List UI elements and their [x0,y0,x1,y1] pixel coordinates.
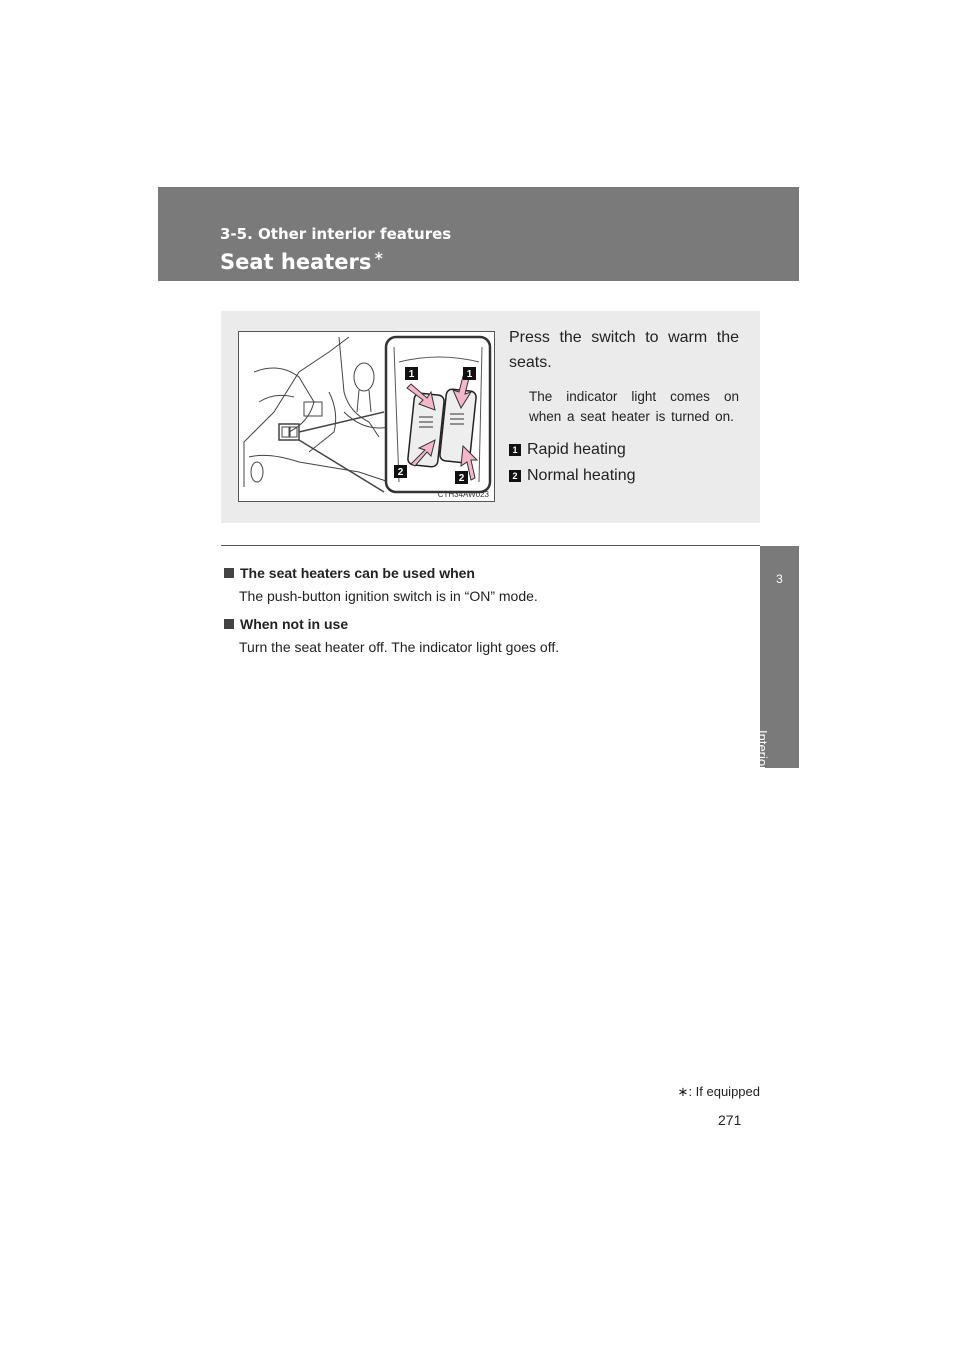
page-title [220,250,384,274]
console-drawing [239,332,494,501]
instruction-panel [221,311,760,523]
callout-line [299,440,384,492]
legend-marker: 1 [509,444,521,456]
legend-marker: 2 [509,470,521,482]
section-header [158,187,799,281]
panel-text [509,325,739,489]
console-outline [244,337,349,487]
section-divider [221,545,760,546]
legend [509,437,739,489]
callout-label: 2 [397,467,404,478]
page-title-text: Seat heaters [220,250,372,274]
seat-heater-switch-illustration [238,331,495,502]
chapter-number: 3 [776,572,783,586]
section-label: 3-5. Other interior features [220,225,452,243]
chapter-label: Interior features [755,730,770,822]
shift-knob [354,363,374,391]
shift-lever [357,390,371,412]
trim-line [259,395,294,402]
note-body: The push-button ignition switch is in “ON” mode. [239,588,538,604]
shifter-boot-line [339,337,379,437]
note-heading-text: The seat heaters can be used when [240,565,475,581]
callout-label: 1 [466,369,473,380]
cup-holder [251,462,263,482]
note-heading [224,563,754,583]
footnote-text: : If equipped [688,1084,760,1099]
callout-line [299,412,384,432]
indicator-note: The indicator light comes on when a seat heater is turned on. [529,389,739,424]
instruction-text: Press the switch to warm the seats. [509,329,739,371]
legend-label: Rapid heating [527,441,626,458]
footnote-mark: ∗ [677,1084,689,1099]
page-number: 271 [718,1112,742,1128]
chapter-side-tab [755,546,799,822]
square-bullet-icon [224,619,234,629]
note-heading-text: When not in use [240,616,349,632]
legend-item-normal [509,463,739,489]
floor-line [249,455,389,482]
illustration-code: CTH34AW023 [437,490,489,499]
legend-label: Normal heating [527,467,636,484]
note-heading [224,614,754,634]
if-equipped-mark: ∗ [373,249,385,264]
callout-label: 1 [408,369,415,380]
legend-item-rapid [509,437,739,463]
square-bullet-icon [224,568,234,578]
switch-left [282,427,289,437]
callout-label: 2 [458,473,465,484]
footnote [678,1084,760,1100]
notes-section [224,563,754,665]
note-body: Turn the seat heater off. The indicator light goes off. [239,639,560,655]
